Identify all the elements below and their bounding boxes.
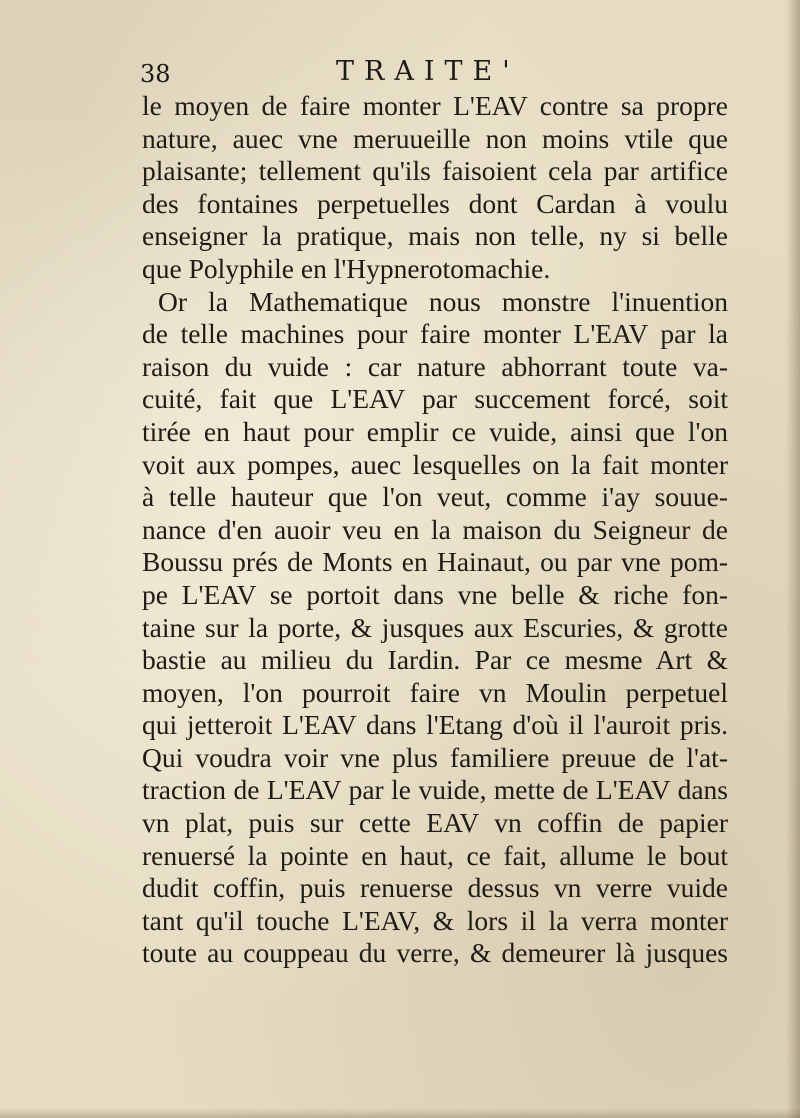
text-line: bastie au milieu du Iardin. Par ce mesme Art &: [142, 644, 728, 676]
text-line: tirée en haut pour emplir ce vuide, ainsi que l'on: [142, 415, 728, 447]
paragraph-start-line: Or la Mathematique nous monstre l'inuention: [158, 285, 728, 317]
text-line: renuersé la pointe en haut, ce fait, allume le bout: [142, 839, 728, 871]
text-line: Boussu prés de Monts en Hainaut, ou par vne pom-: [142, 546, 728, 578]
page-number: 38: [140, 60, 171, 88]
text-line: dudit coffin, puis renuerse dessus vn verre vuide: [142, 872, 728, 904]
running-title: TRAITE': [336, 56, 520, 87]
text-line: à telle hauteur que l'on veut, comme i'ay souue-: [142, 481, 728, 513]
text-line: tant qu'il touche L'EAV, & lors il la verra monter: [142, 904, 728, 936]
text-line: plaisante; tellement qu'ils faisoient cela par artifice: [142, 155, 728, 187]
text-line: enseigner la pratique, mais non telle, ny si belle: [142, 220, 728, 252]
text-line: moyen, l'on pourroit faire vn Moulin perpetuel: [142, 676, 728, 708]
text-line: cuité, fait que L'EAV par succement forcé, soit: [142, 383, 728, 415]
page-bottom-shadow: [0, 1108, 800, 1118]
running-head: [140, 50, 730, 90]
text-line: voit aux pompes, auec lesquelles on la fait monter: [142, 448, 728, 480]
text-line: que Polyphile en l'Hypnerotomachie.: [142, 252, 551, 284]
text-line: nance d'en auoir veu en la maison du Seigneur de: [142, 513, 728, 545]
text-line: toute au couppeau du verre, & demeurer là jusques: [142, 937, 728, 969]
text-line: des fontaines perpetuelles dont Cardan à voulu: [142, 187, 728, 219]
text-line: le moyen de faire monter L'EAV contre sa propre: [142, 90, 728, 121]
text-line: Qui voudra voir vne plus familiere preuue de l'at-: [142, 741, 728, 773]
text-line: raison du vuide : car nature abhorrant toute va-: [142, 350, 728, 382]
text-line: vn plat, puis sur cette EAV vn coffin de papier: [142, 807, 728, 839]
body-text: [142, 90, 728, 970]
text-line: pe L'EAV se portoit dans vne belle & riche fon-: [142, 578, 728, 610]
page-edge-shadow: [786, 0, 800, 1118]
text-line: nature, auec vne meruueille non moins vtile que: [142, 122, 728, 154]
text-line: qui jetteroit L'EAV dans l'Etang d'où il l'auroit pris.: [142, 709, 728, 741]
text-line: taine sur la porte, & jusques aux Escuries, & grotte: [142, 611, 728, 643]
text-line: de telle machines pour faire monter L'EAV par la: [142, 318, 728, 350]
text-line: traction de L'EAV par le vuide, mette de L'EAV dans: [142, 774, 728, 806]
